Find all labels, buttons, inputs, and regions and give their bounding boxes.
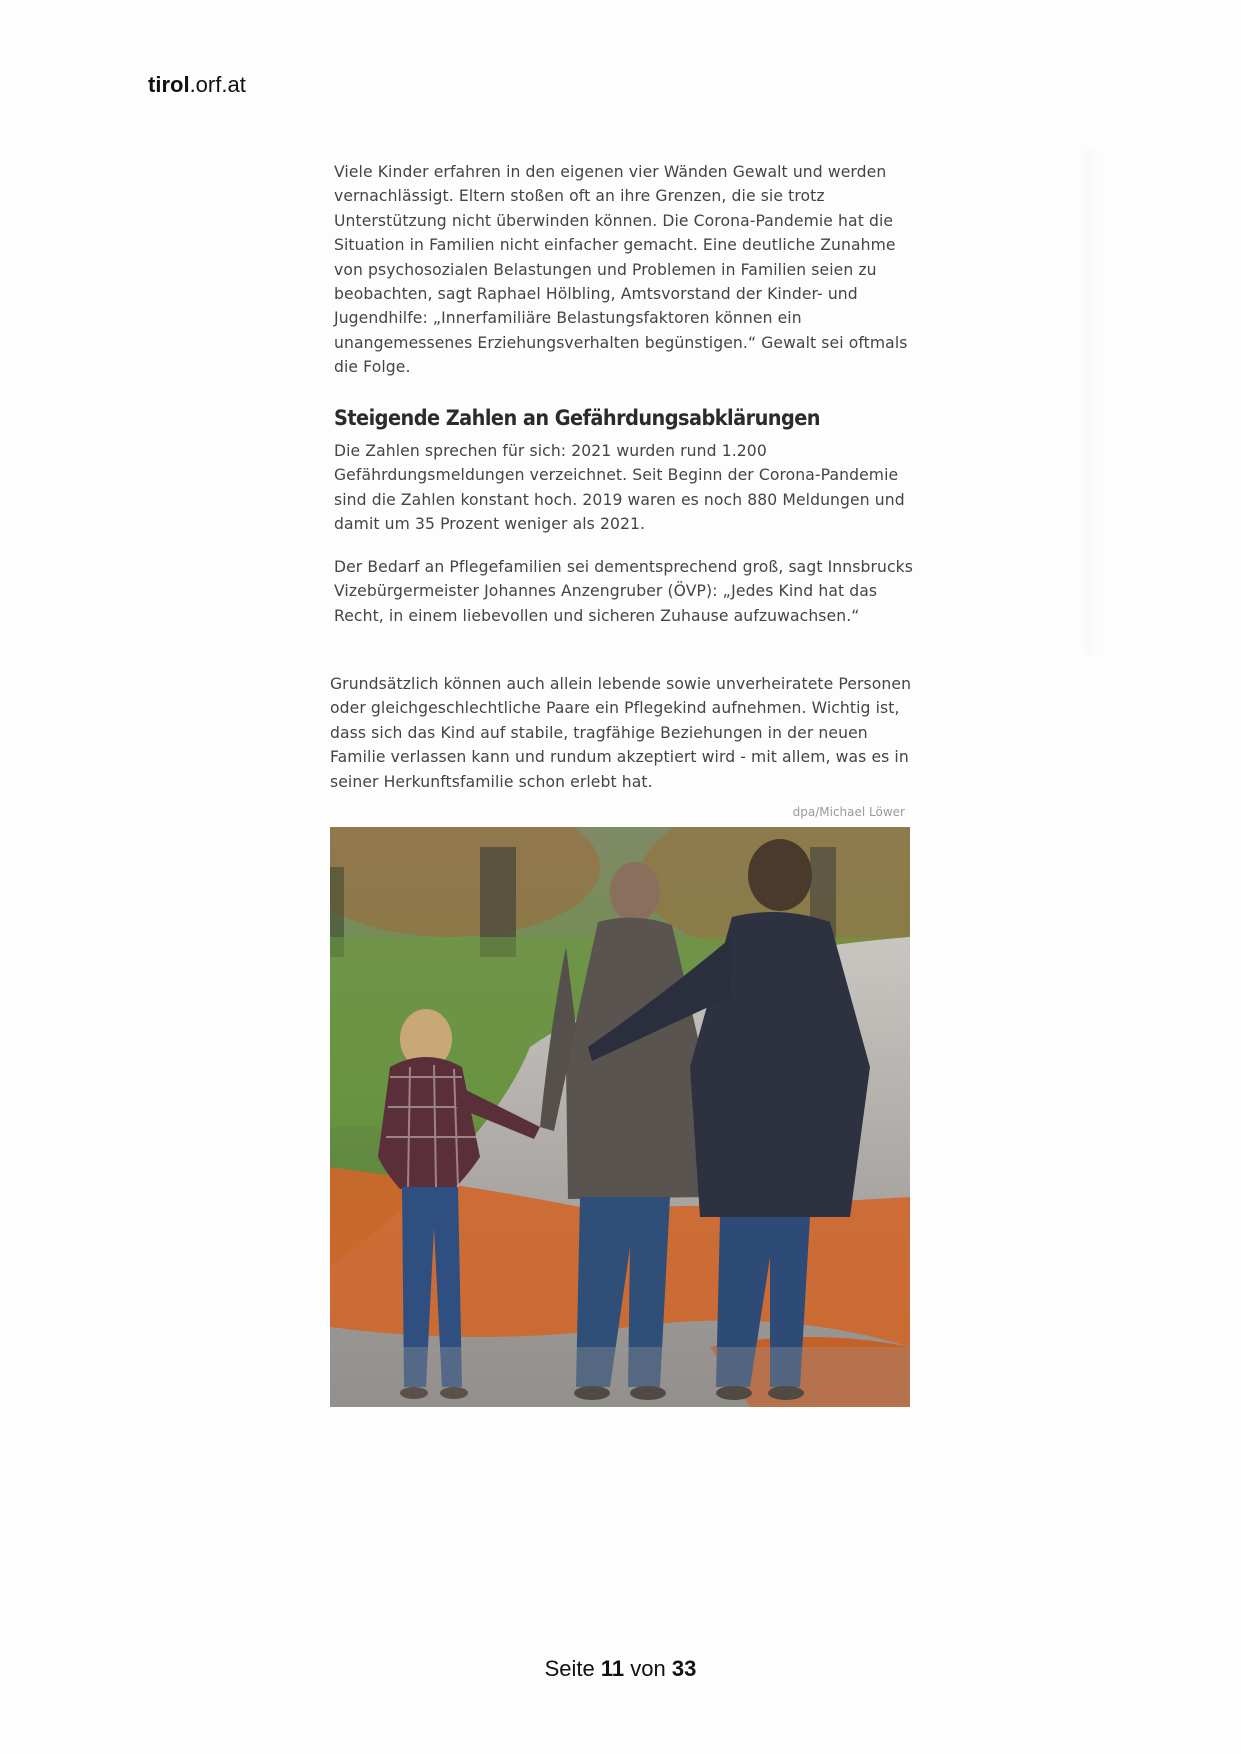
article-paragraph-3: Der Bedarf an Pflegefamilien sei dementsprechend groß, sagt Innsbrucks Vizebürgermeister Johannes Anzengruber (ÖVP): „Jedes Kind hat das Recht, in einem liebevollen und sicheren Zuhause aufzuwachsen.“ [334, 558, 914, 625]
page-footer [0, 1656, 1241, 1682]
photo-credit: dpa/Michael Löwer [792, 805, 905, 819]
footer-middle: von [630, 1656, 666, 1681]
site-brand-domain: .orf.at [189, 72, 246, 97]
article-paragraph-1: Viele Kinder erfahren in den eigenen vier Wänden Gewalt und werden vernachlässigt. Eltern stoßen oft an ihre Grenzen, die sie trotz Unterstützung nicht überwinden können. Die Corona-Pandemie hat die Situation in Familien nicht einfacher gemacht. Eine deutliche Zunahme von psychosozialen Belastungen und Problemen in Familien seien zu beobachten, sagt Raphael Hölbling, Amtsvorstand der Kinder- und Jugendhilfe: „Innerfamiliäre Belastungsfaktoren können ein unangemessenes Erziehungsverhalten begünstigen.“ Gewalt sei oftmals die Folge. [334, 163, 908, 377]
footer-prefix: Seite [544, 1656, 595, 1681]
article-photo [330, 827, 910, 1407]
site-brand [148, 72, 246, 98]
section-heading: Steigende Zahlen an Gefährdungsabklärungen [334, 406, 821, 430]
article-paragraph-2: Die Zahlen sprechen für sich: 2021 wurden rund 1.200 Gefährdungsmeldungen verzeichnet. Seit Beginn der Corona-Pandemie sind die Zahlen konstant hoch. 2019 waren es noch 880 Meldungen und damit um 35 Prozent weniger als 2021. [334, 442, 905, 534]
screenshot-edge-shadow [1080, 150, 1098, 655]
article-paragraph-4: Grundsätzlich können auch allein lebende sowie unverheiratete Personen oder gleichgeschlechtliche Paare ein Pflegekind aufnehmen. Wichtig ist, dass sich das Kind auf stabile, tragfähige Beziehungen in der neuen Familie verlassen kann und rundum akzeptiert wird - mit allem, was es in seiner Herkunftsfamilie schon erlebt hat. [330, 675, 912, 791]
site-brand-bold: tirol [148, 72, 190, 97]
family-walking-illustration [330, 827, 910, 1407]
footer-total-pages: 33 [671, 1656, 697, 1681]
footer-current-page: 11 [600, 1656, 625, 1681]
